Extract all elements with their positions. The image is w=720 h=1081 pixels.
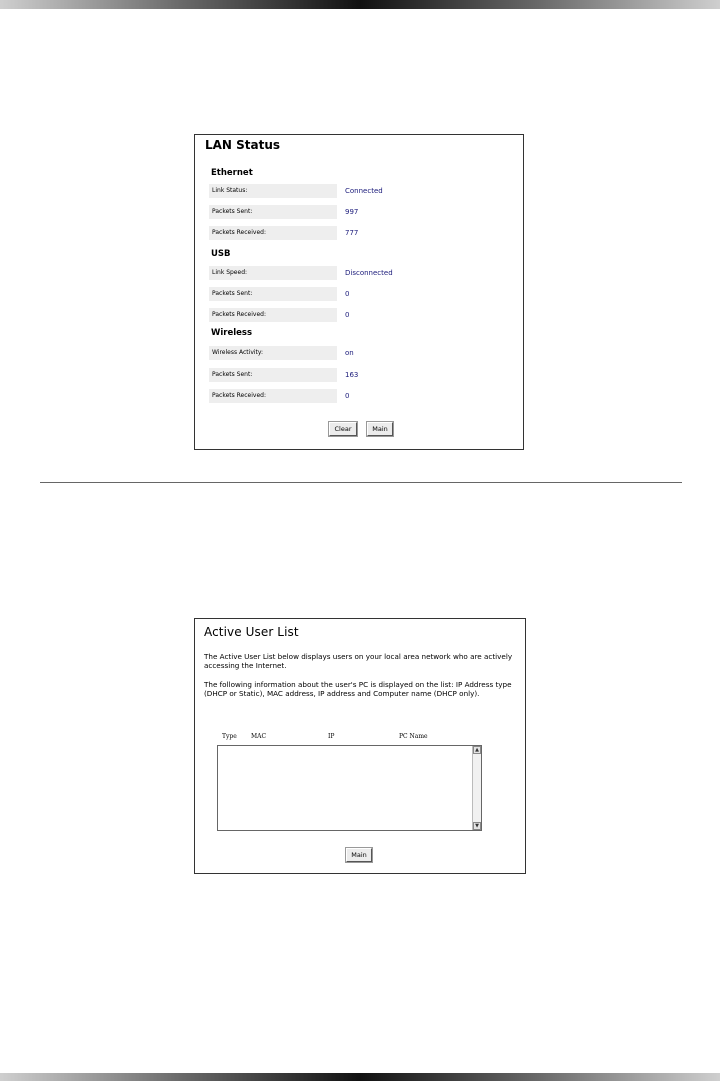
- wireless-packets-received-row: [209, 389, 509, 403]
- column-header-type: Type: [222, 733, 237, 740]
- row-label: Link Speed:: [209, 266, 337, 280]
- row-label: Link Status:: [209, 184, 337, 198]
- row-value: 0: [345, 392, 350, 400]
- clear-button[interactable]: Clear: [329, 422, 357, 436]
- wireless-activity-row: [209, 346, 509, 360]
- usb-link-speed-row: [209, 266, 509, 280]
- row-value: on: [345, 349, 354, 357]
- row-value: Disconnected: [345, 269, 393, 277]
- section-divider: [40, 482, 682, 483]
- row-value: Connected: [345, 187, 383, 195]
- row-label: Packets Received:: [209, 308, 337, 322]
- row-label: Packets Sent:: [209, 287, 337, 301]
- active-user-list-panel: [194, 618, 526, 874]
- column-header-ip: IP: [328, 733, 335, 740]
- wireless-packets-sent-row: [209, 368, 509, 382]
- row-value: 777: [345, 229, 359, 237]
- listbox-scrollbar[interactable]: [472, 746, 481, 830]
- ethernet-heading: Ethernet: [211, 168, 253, 178]
- info-paragraph: The following information about the user's PC is displayed on the list: IP Address type (DHCP or Static), MAC address, IP address and Computer name (DHCP only).: [204, 680, 512, 698]
- scroll-up-arrow-icon[interactable]: ▲: [473, 746, 481, 754]
- row-label: Wireless Activity:: [209, 346, 337, 360]
- row-label: Packets Received:: [209, 226, 337, 240]
- row-value: 0: [345, 311, 350, 319]
- row-label: Packets Received:: [209, 389, 337, 403]
- active-user-listbox[interactable]: [217, 745, 482, 831]
- usb-heading: USB: [211, 249, 231, 259]
- bottom-decor-bar: [0, 1073, 720, 1081]
- column-header-pc-name: PC Name: [399, 733, 428, 740]
- ethernet-packets-received-row: [209, 226, 509, 240]
- row-label: Packets Sent:: [209, 368, 337, 382]
- description-paragraph: The Active User List below displays users on your local area network who are actively accessing the Internet.: [204, 652, 513, 670]
- top-decor-bar: [0, 0, 720, 9]
- usb-packets-sent-row: [209, 287, 509, 301]
- main-button[interactable]: Main: [346, 848, 372, 862]
- main-button[interactable]: Main: [367, 422, 393, 436]
- wireless-heading: Wireless: [211, 328, 253, 338]
- row-label: Packets Sent:: [209, 205, 337, 219]
- scroll-down-arrow-icon[interactable]: ▼: [473, 822, 481, 830]
- active-user-list-title: Active User List: [204, 625, 299, 639]
- column-header-mac: MAC: [251, 733, 267, 740]
- ethernet-packets-sent-row: [209, 205, 509, 219]
- row-value: 163: [345, 371, 359, 379]
- lan-status-panel: [194, 134, 524, 450]
- usb-packets-received-row: [209, 308, 509, 322]
- row-value: 997: [345, 208, 359, 216]
- row-value: 0: [345, 290, 350, 298]
- lan-status-title: LAN Status: [205, 138, 281, 152]
- ethernet-link-status-row: [209, 184, 509, 198]
